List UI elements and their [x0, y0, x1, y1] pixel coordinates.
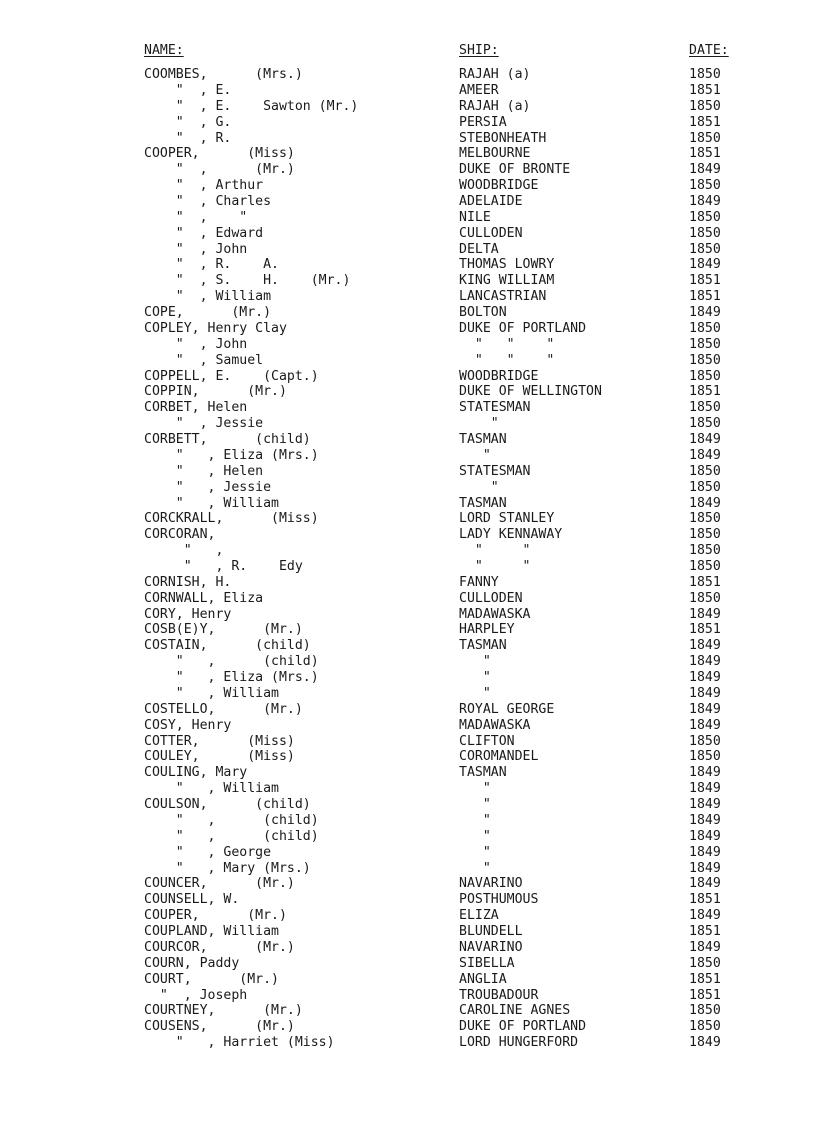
- arrival-date: 1849: [689, 1035, 721, 1051]
- ship-name: RAJAH (a): [459, 98, 531, 114]
- ship-name: TROUBADOUR: [459, 987, 539, 1003]
- table-row: [0, 257, 816, 273]
- table-row: [0, 226, 816, 242]
- passenger-name: " , George: [144, 844, 272, 860]
- table-row: [0, 686, 816, 702]
- ship-name: ": [459, 781, 491, 797]
- passenger-name: CORY, Henry: [144, 606, 232, 622]
- arrival-date: 1850: [689, 98, 721, 114]
- table-row: [0, 670, 816, 686]
- passenger-name: COPLEY, Henry Clay: [144, 320, 287, 336]
- passenger-name: " , R. A.: [144, 257, 279, 273]
- table-row: [0, 178, 816, 194]
- table-row: [0, 1035, 816, 1051]
- date-column-header: DATE:: [689, 43, 729, 58]
- arrival-date: 1851: [689, 82, 721, 98]
- passenger-name: COURCOR, (Mr.): [144, 939, 295, 955]
- table-row: [0, 464, 816, 480]
- ship-name: RAJAH (a): [459, 67, 531, 82]
- ship-name: ": [459, 828, 491, 844]
- passenger-name: " , R. Edy: [144, 559, 303, 574]
- passenger-name: " , Jessie: [144, 416, 264, 432]
- table-row: [0, 591, 816, 607]
- table-row: [0, 654, 816, 670]
- arrival-date: 1849: [689, 432, 721, 447]
- table-row: [0, 305, 816, 321]
- passenger-name: COULEY, (Miss): [144, 749, 295, 765]
- arrival-date: 1849: [689, 765, 721, 781]
- table-row: [0, 892, 816, 908]
- arrival-date: 1850: [689, 543, 721, 559]
- arrival-date: 1850: [689, 130, 721, 146]
- table-row: [0, 988, 816, 1004]
- arrival-date: 1851: [689, 146, 721, 162]
- table-row: [0, 607, 816, 623]
- ship-name: LANCASTRIAN: [459, 289, 547, 305]
- passenger-name: " , Jessie: [144, 479, 272, 495]
- passenger-name: COPPELL, E. (Capt.): [144, 368, 319, 384]
- arrival-date: 1851: [689, 892, 721, 908]
- ship-name: NAVARINO: [459, 876, 523, 892]
- arrival-date: 1850: [689, 733, 721, 749]
- ship-name: TASMAN: [459, 495, 507, 511]
- ship-name: DUKE OF WELLINGTON: [459, 384, 602, 400]
- arrival-date: 1849: [689, 162, 721, 178]
- arrival-date: 1850: [689, 241, 721, 257]
- table-row: [0, 861, 816, 877]
- passenger-name: " , S. H. (Mr.): [144, 273, 351, 289]
- table-row: [0, 924, 816, 940]
- ship-column-header: SHIP:: [459, 43, 499, 58]
- ship-name: TASMAN: [459, 638, 507, 654]
- ship-name: KING WILLIAM: [459, 273, 555, 289]
- arrival-date: 1849: [689, 638, 721, 654]
- table-row: [0, 400, 816, 416]
- table-row: [0, 702, 816, 718]
- ship-name: ANGLIA: [459, 971, 507, 987]
- arrival-date: 1849: [689, 305, 721, 320]
- arrival-date: 1849: [689, 812, 721, 828]
- table-row: [0, 972, 816, 988]
- table-row: [0, 527, 816, 543]
- arrival-date: 1849: [689, 797, 721, 812]
- ship-name: MADAWASKA: [459, 606, 531, 622]
- ship-name: " " ": [459, 352, 555, 368]
- ship-name: ": [459, 416, 499, 432]
- passenger-name: CORCORAN,: [144, 527, 216, 543]
- table-row: [0, 353, 816, 369]
- arrival-date: 1849: [689, 606, 721, 622]
- ship-name: ": [459, 812, 491, 828]
- passenger-name: COSTELLO, (Mr.): [144, 701, 303, 717]
- table-row: [0, 273, 816, 289]
- arrival-date: 1850: [689, 209, 721, 225]
- ship-name: TASMAN: [459, 432, 507, 447]
- table-row: [0, 1019, 816, 1035]
- ship-name: STEBONHEATH: [459, 130, 547, 146]
- passenger-name: " , Edward: [144, 225, 264, 241]
- arrival-date: 1850: [689, 479, 721, 495]
- arrival-date: 1850: [689, 511, 721, 527]
- passenger-name: " , William: [144, 781, 279, 797]
- table-row: [0, 845, 816, 861]
- table-row: [0, 781, 816, 797]
- table-row: [0, 131, 816, 147]
- passenger-name: " , (child): [144, 828, 319, 844]
- table-row: [0, 480, 816, 496]
- passenger-name: " , William: [144, 495, 279, 511]
- arrival-date: 1849: [689, 495, 721, 511]
- ship-name: CULLODEN: [459, 590, 523, 606]
- ship-name: NILE: [459, 209, 491, 225]
- arrival-date: 1849: [689, 828, 721, 844]
- ship-name: DUKE OF BRONTE: [459, 162, 571, 178]
- arrival-date: 1850: [689, 463, 721, 479]
- arrival-date: 1850: [689, 225, 721, 241]
- passenger-name: COULSON, (child): [144, 797, 311, 812]
- table-row: [0, 765, 816, 781]
- ship-name: " " ": [459, 336, 555, 352]
- ship-name: ": [459, 685, 491, 701]
- ship-name: THOMAS LOWRY: [459, 257, 555, 273]
- table-row: [0, 940, 816, 956]
- arrival-date: 1851: [689, 273, 721, 289]
- table-row: [0, 749, 816, 765]
- passenger-name: COUNCER, (Mr.): [144, 876, 295, 892]
- ship-name: LADY KENNAWAY: [459, 527, 563, 543]
- table-row: [0, 718, 816, 734]
- passenger-name: " , ": [144, 209, 248, 225]
- table-row: [0, 432, 816, 448]
- passenger-name: COUPLAND, William: [144, 924, 279, 939]
- table-row: [0, 210, 816, 226]
- table-row: [0, 115, 816, 131]
- passenger-name: " , Charles: [144, 194, 272, 209]
- arrival-date: 1849: [689, 860, 721, 876]
- arrival-date: 1851: [689, 384, 721, 400]
- table-row: [0, 956, 816, 972]
- arrival-date: 1849: [689, 844, 721, 860]
- passenger-name: " , Samuel: [144, 352, 264, 368]
- passenger-name: " , Helen: [144, 463, 264, 479]
- passenger-name: COSTAIN, (child): [144, 638, 311, 654]
- table-row: [0, 908, 816, 924]
- table-row: [0, 416, 816, 432]
- ship-name: ELIZA: [459, 908, 499, 924]
- passenger-name: " , R.: [144, 130, 232, 146]
- ship-name: FANNY: [459, 574, 499, 590]
- passenger-name: CORNISH, H.: [144, 574, 232, 590]
- table-row: [0, 289, 816, 305]
- arrival-date: 1850: [689, 67, 721, 82]
- arrival-date: 1849: [689, 257, 721, 273]
- ship-name: TASMAN: [459, 765, 507, 781]
- table-row: [0, 67, 816, 83]
- ship-name: ": [459, 860, 491, 876]
- passenger-name: " , (child): [144, 654, 319, 670]
- arrival-date: 1849: [689, 701, 721, 717]
- arrival-date: 1851: [689, 114, 721, 130]
- passenger-name: COURN, Paddy: [144, 955, 240, 971]
- ship-name: LORD HUNGERFORD: [459, 1035, 579, 1051]
- arrival-date: 1850: [689, 178, 721, 194]
- table-row: [0, 575, 816, 591]
- passenger-name: " , (Mr.): [144, 162, 295, 178]
- table-row: [0, 1003, 816, 1019]
- table-row: [0, 83, 816, 99]
- table-row: [0, 321, 816, 337]
- passenger-name: CORCKRALL, (Miss): [144, 511, 319, 527]
- passenger-name: COOPER, (Miss): [144, 146, 295, 162]
- ship-name: ": [459, 797, 491, 812]
- ship-name: ": [459, 844, 491, 860]
- table-row: [0, 622, 816, 638]
- passenger-name: COUSENS, (Mr.): [144, 1019, 295, 1035]
- table-row: [0, 543, 816, 559]
- table-row: [0, 496, 816, 512]
- arrival-date: 1850: [689, 590, 721, 606]
- ship-name: MELBOURNE: [459, 146, 531, 162]
- table-row: [0, 511, 816, 527]
- arrival-date: 1850: [689, 559, 721, 574]
- ship-name: " ": [459, 559, 531, 574]
- ship-name: WOODBRIDGE: [459, 368, 539, 384]
- arrival-date: 1851: [689, 622, 721, 638]
- table-row: [0, 734, 816, 750]
- ship-name: ADELAIDE: [459, 194, 523, 209]
- arrival-date: 1849: [689, 654, 721, 670]
- table-row: [0, 194, 816, 210]
- arrival-date: 1851: [689, 289, 721, 305]
- arrival-date: 1851: [689, 924, 721, 939]
- arrival-date: 1850: [689, 749, 721, 765]
- ship-name: DUKE OF PORTLAND: [459, 320, 587, 336]
- ship-name: ": [459, 479, 499, 495]
- passenger-name: " , (child): [144, 812, 319, 828]
- table-row: [0, 162, 816, 178]
- ship-name: SIBELLA: [459, 955, 515, 971]
- passenger-name: " , William: [144, 289, 272, 305]
- passenger-name: " , John: [144, 336, 248, 352]
- table-row: [0, 242, 816, 258]
- arrival-date: 1850: [689, 527, 721, 543]
- arrival-date: 1849: [689, 717, 721, 733]
- passenger-name: " , William: [144, 685, 279, 701]
- passenger-name: COUNSELL, W.: [144, 892, 240, 908]
- ship-name: CAROLINE AGNES: [459, 1003, 571, 1019]
- ship-name: ": [459, 670, 491, 686]
- passenger-name: COOMBES, (Mrs.): [144, 67, 303, 82]
- arrival-date: 1850: [689, 336, 721, 352]
- arrival-date: 1850: [689, 1003, 721, 1019]
- passenger-name: COUPER, (Mr.): [144, 908, 287, 924]
- passenger-name: COURTNEY, (Mr.): [144, 1003, 303, 1019]
- arrival-date: 1849: [689, 447, 721, 463]
- table-row: [0, 337, 816, 353]
- passenger-name: " , Harriet (Miss): [144, 1035, 335, 1051]
- arrival-date: 1849: [689, 939, 721, 955]
- ship-name: CLIFTON: [459, 733, 515, 749]
- ship-name: ": [459, 654, 491, 670]
- arrival-date: 1849: [689, 781, 721, 797]
- table-row: [0, 146, 816, 162]
- ship-name: POSTHUMOUS: [459, 892, 539, 908]
- ship-name: CULLODEN: [459, 225, 523, 241]
- table-row: [0, 448, 816, 464]
- arrival-date: 1850: [689, 352, 721, 368]
- passenger-name: " , Eliza (Mrs.): [144, 670, 319, 686]
- ship-name: ROYAL GEORGE: [459, 701, 555, 717]
- table-row: [0, 876, 816, 892]
- ship-name: MADAWASKA: [459, 717, 531, 733]
- ship-name: ": [459, 447, 491, 463]
- passenger-name: CORNWALL, Eliza: [144, 590, 264, 606]
- passenger-name: CORBETT, (child): [144, 432, 311, 447]
- arrival-date: 1850: [689, 368, 721, 384]
- table-row: [0, 369, 816, 385]
- ship-name: NAVARINO: [459, 939, 523, 955]
- passenger-name: COPE, (Mr.): [144, 305, 272, 320]
- ship-name: BOLTON: [459, 305, 507, 320]
- arrival-date: 1850: [689, 1019, 721, 1035]
- arrival-date: 1849: [689, 670, 721, 686]
- arrival-date: 1849: [689, 876, 721, 892]
- arrival-date: 1849: [689, 685, 721, 701]
- ship-name: LORD STANLEY: [459, 511, 555, 527]
- table-row: [0, 559, 816, 575]
- table-row: [0, 797, 816, 813]
- passenger-name: " , E. Sawton (Mr.): [144, 98, 359, 114]
- table-row: [0, 813, 816, 829]
- passenger-name: COSY, Henry: [144, 717, 232, 733]
- arrival-date: 1850: [689, 416, 721, 432]
- passenger-name: COULING, Mary: [144, 765, 248, 781]
- table-row: [0, 638, 816, 654]
- passenger-name: " , Arthur: [144, 178, 264, 194]
- passenger-name: " , Eliza (Mrs.): [144, 447, 319, 463]
- passenger-name: " , E.: [144, 82, 232, 98]
- passenger-name: CORBET, Helen: [144, 400, 248, 416]
- ship-name: " ": [459, 543, 531, 559]
- passenger-name: " , Joseph: [144, 987, 248, 1003]
- arrival-date: 1850: [689, 955, 721, 971]
- table-row: [0, 829, 816, 845]
- header-row: [0, 43, 816, 59]
- passenger-name: " , John: [144, 241, 248, 257]
- ship-name: PERSIA: [459, 114, 507, 130]
- passenger-name: " , Mary (Mrs.): [144, 860, 311, 876]
- passenger-name: " ,: [144, 543, 224, 559]
- ship-name: COROMANDEL: [459, 749, 539, 765]
- passenger-name: COTTER, (Miss): [144, 733, 295, 749]
- arrival-date: 1850: [689, 400, 721, 416]
- arrival-date: 1849: [689, 908, 721, 924]
- name-column-header: NAME:: [144, 43, 184, 58]
- arrival-date: 1851: [689, 987, 721, 1003]
- ship-name: WOODBRIDGE: [459, 178, 539, 194]
- ship-name: DELTA: [459, 241, 499, 257]
- table-row: [0, 384, 816, 400]
- table-row: [0, 99, 816, 115]
- ship-name: HARPLEY: [459, 622, 515, 638]
- arrival-date: 1849: [689, 194, 721, 209]
- arrival-date: 1851: [689, 574, 721, 590]
- arrival-date: 1851: [689, 971, 721, 987]
- arrival-date: 1850: [689, 320, 721, 336]
- passenger-name: COSB(E)Y, (Mr.): [144, 622, 303, 638]
- ship-name: AMEER: [459, 82, 499, 98]
- ship-name: BLUNDELL: [459, 924, 523, 939]
- passenger-name: COURT, (Mr.): [144, 971, 279, 987]
- passenger-name: COPPIN, (Mr.): [144, 384, 287, 400]
- ship-name: STATESMAN: [459, 463, 531, 479]
- ship-name: STATESMAN: [459, 400, 531, 416]
- passenger-name: " , G.: [144, 114, 232, 130]
- ship-name: DUKE OF PORTLAND: [459, 1019, 587, 1035]
